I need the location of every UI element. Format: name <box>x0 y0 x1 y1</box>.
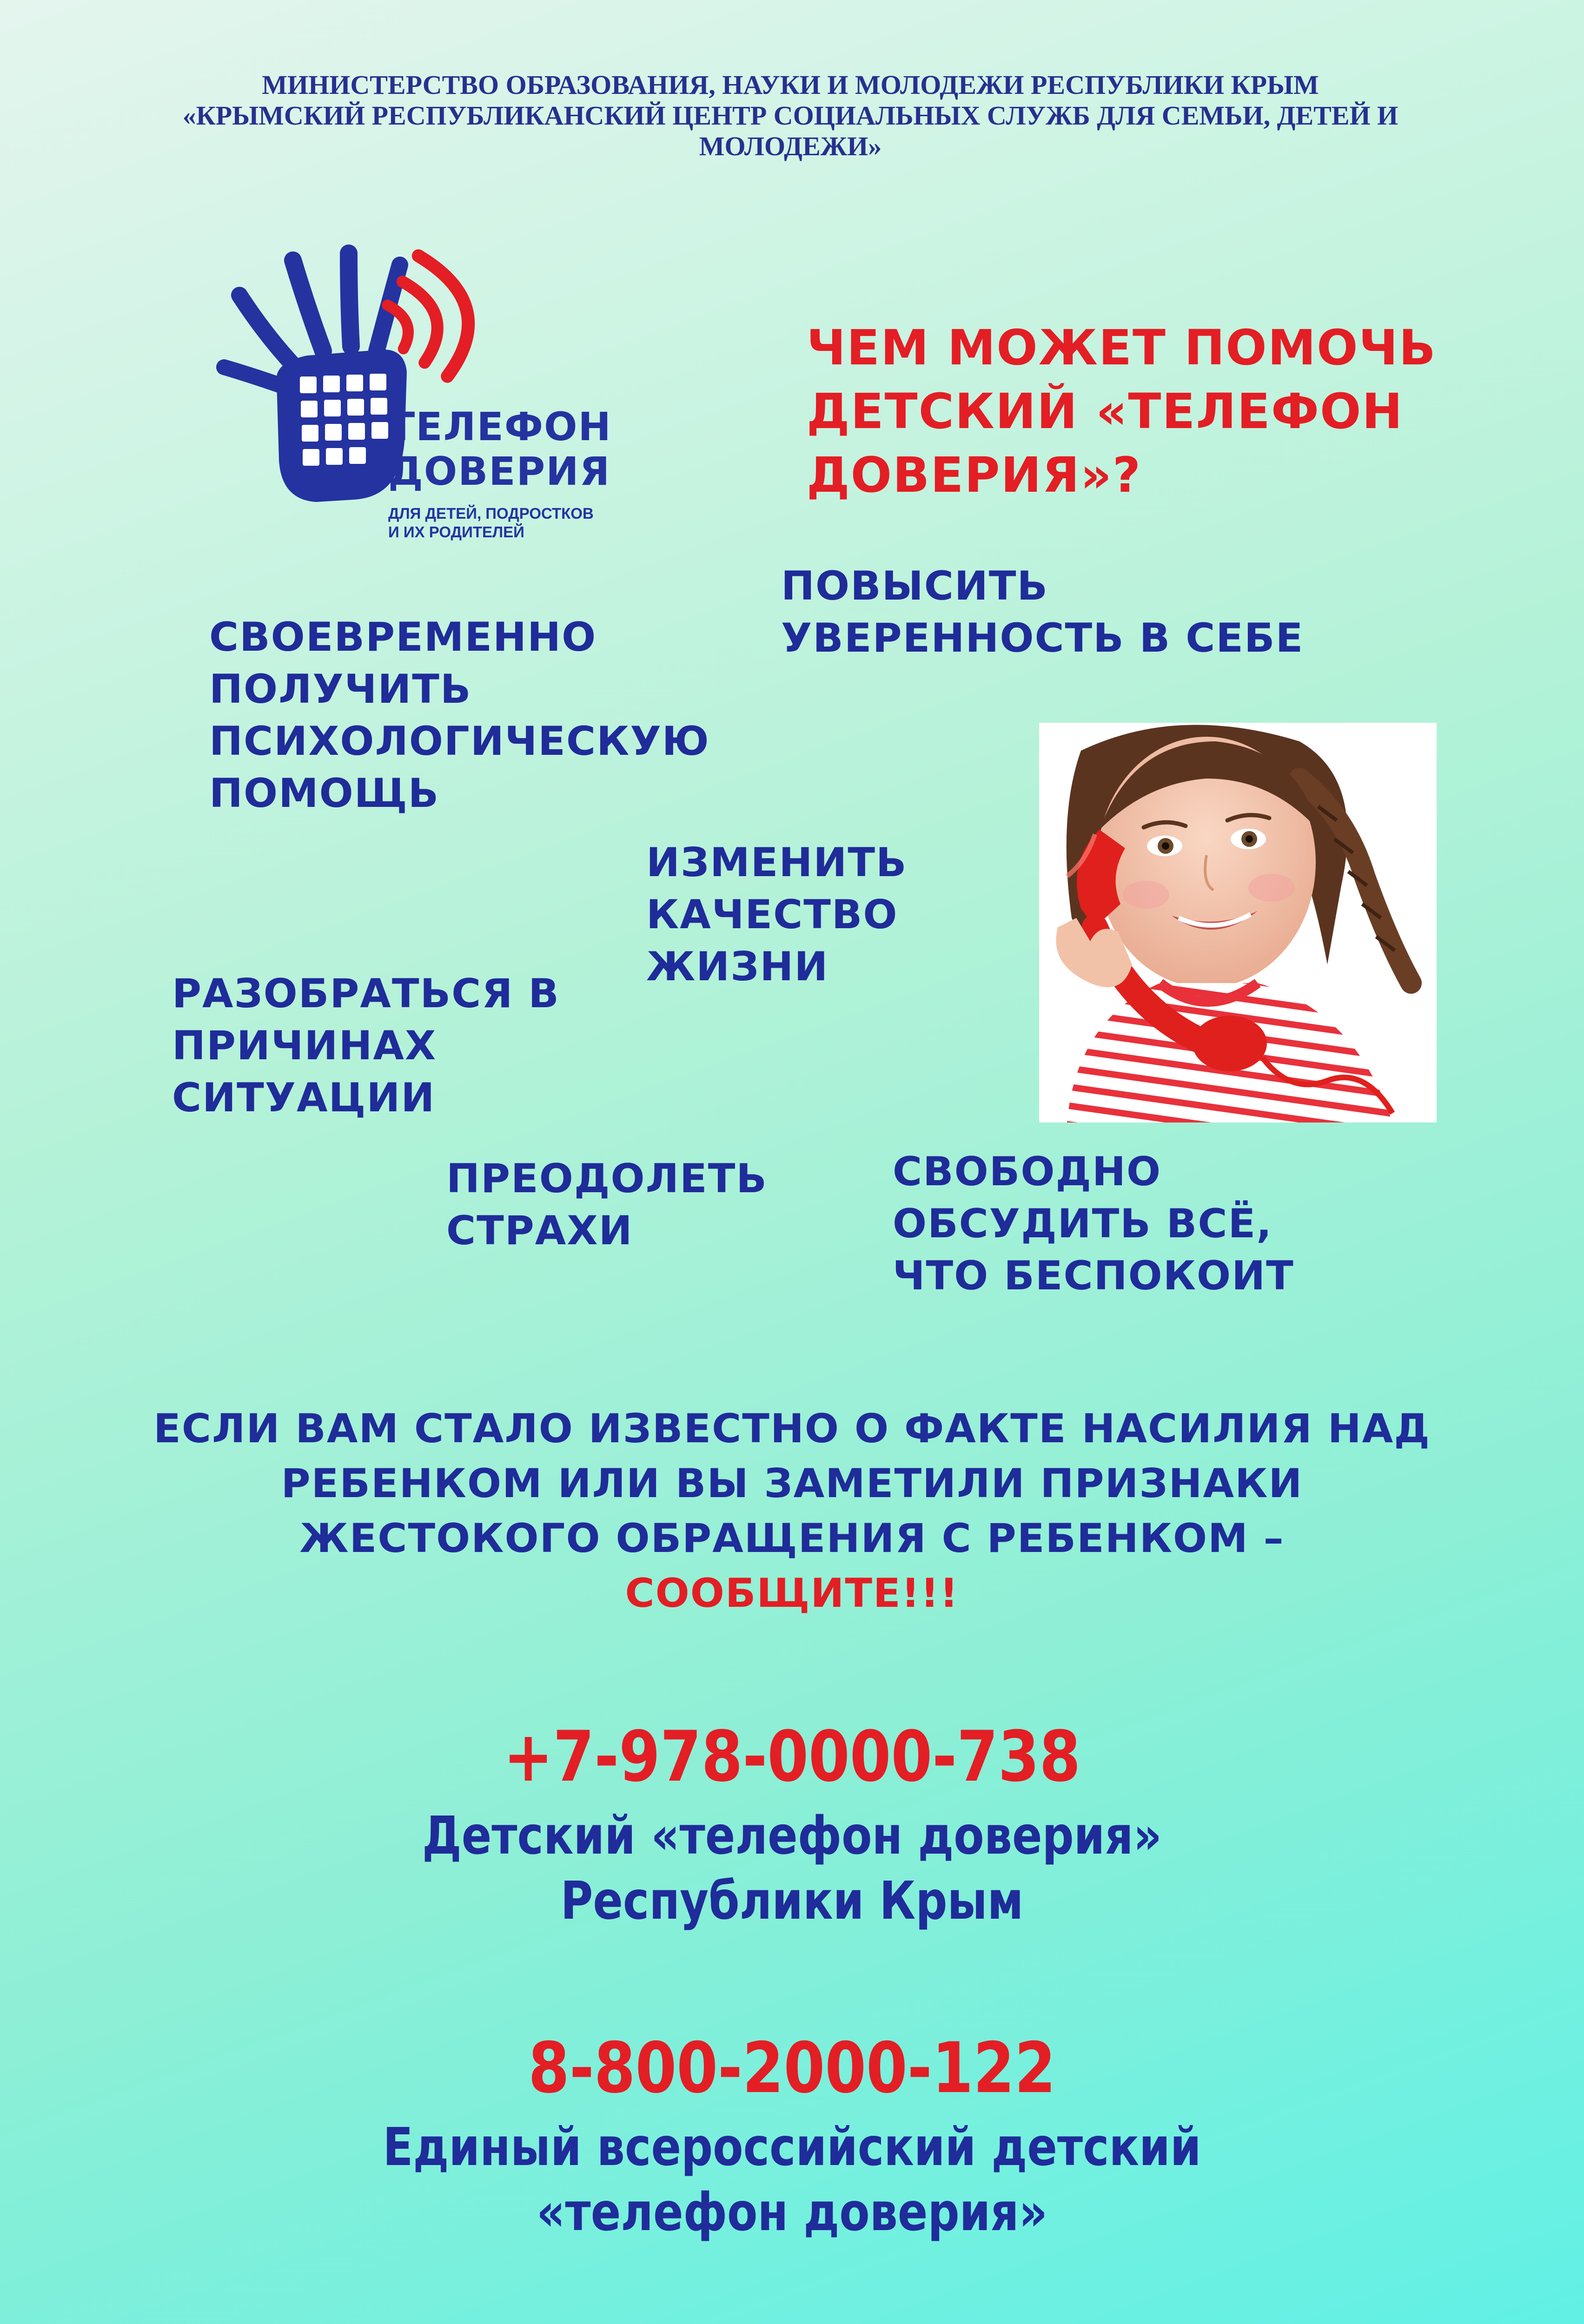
hotline-number-crimea: +7-978-0000-738 <box>503 1717 1081 1797</box>
benefit-line: ПОВЫСИТЬ <box>781 563 1049 609</box>
warning-line: РЕБЕНКОМ ИЛИ ВЫ ЗАМЕТИЛИ ПРИЗНАКИ <box>281 1460 1303 1507</box>
benefit-line: ПОМОЩЬ <box>209 770 440 817</box>
warning-line: ЕСЛИ ВАМ СТАЛО ИЗВЕСТНО О ФАКТЕ НАСИЛИЯ НАД <box>153 1406 1431 1452</box>
hotline-number-russia: 8-800-2000-122 <box>528 2028 1056 2109</box>
question-line: ДОВЕРИЯ»? <box>807 447 1142 503</box>
benefit-confidence <box>781 560 1304 664</box>
logo-subtitle-line: И ИХ РОДИТЕЛЕЙ <box>388 523 524 541</box>
hotline-caption-line: «телефон доверия» <box>537 2182 1047 2243</box>
benefit-line: ЧТО БЕСПОКОИТ <box>893 1253 1294 1299</box>
header-line: МИНИСТЕРСТВО ОБРАЗОВАНИЯ, НАУКИ И МОЛОДЕЖИ РЕСПУБЛИКИ КРЫМ <box>262 70 1319 100</box>
logo-subtitle-line: ДЛЯ ДЕТЕЙ, ПОДРОСТКОВ <box>388 505 594 522</box>
benefit-line: ПОЛУЧИТЬ <box>209 666 472 713</box>
benefit-line: РАЗОБРАТЬСЯ В <box>172 971 560 1017</box>
logo-title-line: ДОВЕРИЯ <box>388 449 611 494</box>
warning-message <box>70 1401 1514 1621</box>
benefit-line: ПРЕОДОЛЕТЬ <box>446 1155 768 1202</box>
hotline-caption-line: Детский «телефон доверия» <box>422 1806 1162 1866</box>
benefit-line: СВОЕВРЕМЕННО <box>209 614 597 660</box>
benefit-line: ПСИХОЛОГИЧЕСКУЮ <box>209 718 710 765</box>
benefit-timely-help <box>209 611 710 819</box>
logo-title-line: ТЕЛЕФОН <box>388 404 612 449</box>
hotline-caption-crimea <box>119 1803 1465 1934</box>
girl-with-phone-photo <box>1039 723 1437 1122</box>
header-line: МОЛОДЕЖИ» <box>699 131 882 161</box>
benefit-line: СТРАХИ <box>446 1208 633 1254</box>
header-line: «КРЫМСКИЙ РЕСПУБЛИКАНСКИЙ ЦЕНТР СОЦИАЛЬНЫХ СЛУЖБ ДЛЯ СЕМЬИ, ДЕТЕЙ И <box>182 100 1398 131</box>
benefit-discuss-freely <box>893 1146 1294 1302</box>
hotline-caption-line: Республики Крым <box>560 1871 1024 1931</box>
logo-title <box>388 404 612 494</box>
question-heading <box>807 316 1551 507</box>
benefit-line: КАЧЕСТВО <box>646 891 898 938</box>
benefit-line: СИТУАЦИИ <box>172 1075 436 1121</box>
warning-line: ЖЕСТОКОГО ОБРАЩЕНИЯ С РЕБЕНКОМ – <box>299 1515 1285 1562</box>
benefit-overcome-fears <box>446 1153 768 1257</box>
logo-subtitle <box>388 504 594 541</box>
question-line: ЧЕМ МОЖЕТ ПОМОЧЬ <box>807 319 1437 376</box>
benefit-line: ИЗМЕНИТЬ <box>646 839 908 886</box>
call-to-action: СООБЩИТЕ!!! <box>625 1570 959 1617</box>
benefit-line: СВОБОДНО <box>893 1149 1162 1195</box>
benefit-understand-causes <box>172 968 560 1124</box>
benefit-line: ПРИЧИНАХ <box>172 1023 437 1069</box>
benefit-line: УВЕРЕННОСТЬ В СЕБЕ <box>781 615 1304 661</box>
organization-header <box>139 70 1441 162</box>
benefit-line: ЖИЗНИ <box>646 944 829 990</box>
hotline-caption-line: Единый всероссийский детский <box>383 2117 1201 2178</box>
hotline-caption-russia <box>119 2115 1465 2245</box>
question-line: ДЕТСКИЙ «ТЕЛЕФОН <box>807 383 1404 440</box>
benefit-quality-of-life <box>646 837 908 993</box>
benefit-line: ОБСУДИТЬ ВСЁ, <box>893 1201 1273 1247</box>
